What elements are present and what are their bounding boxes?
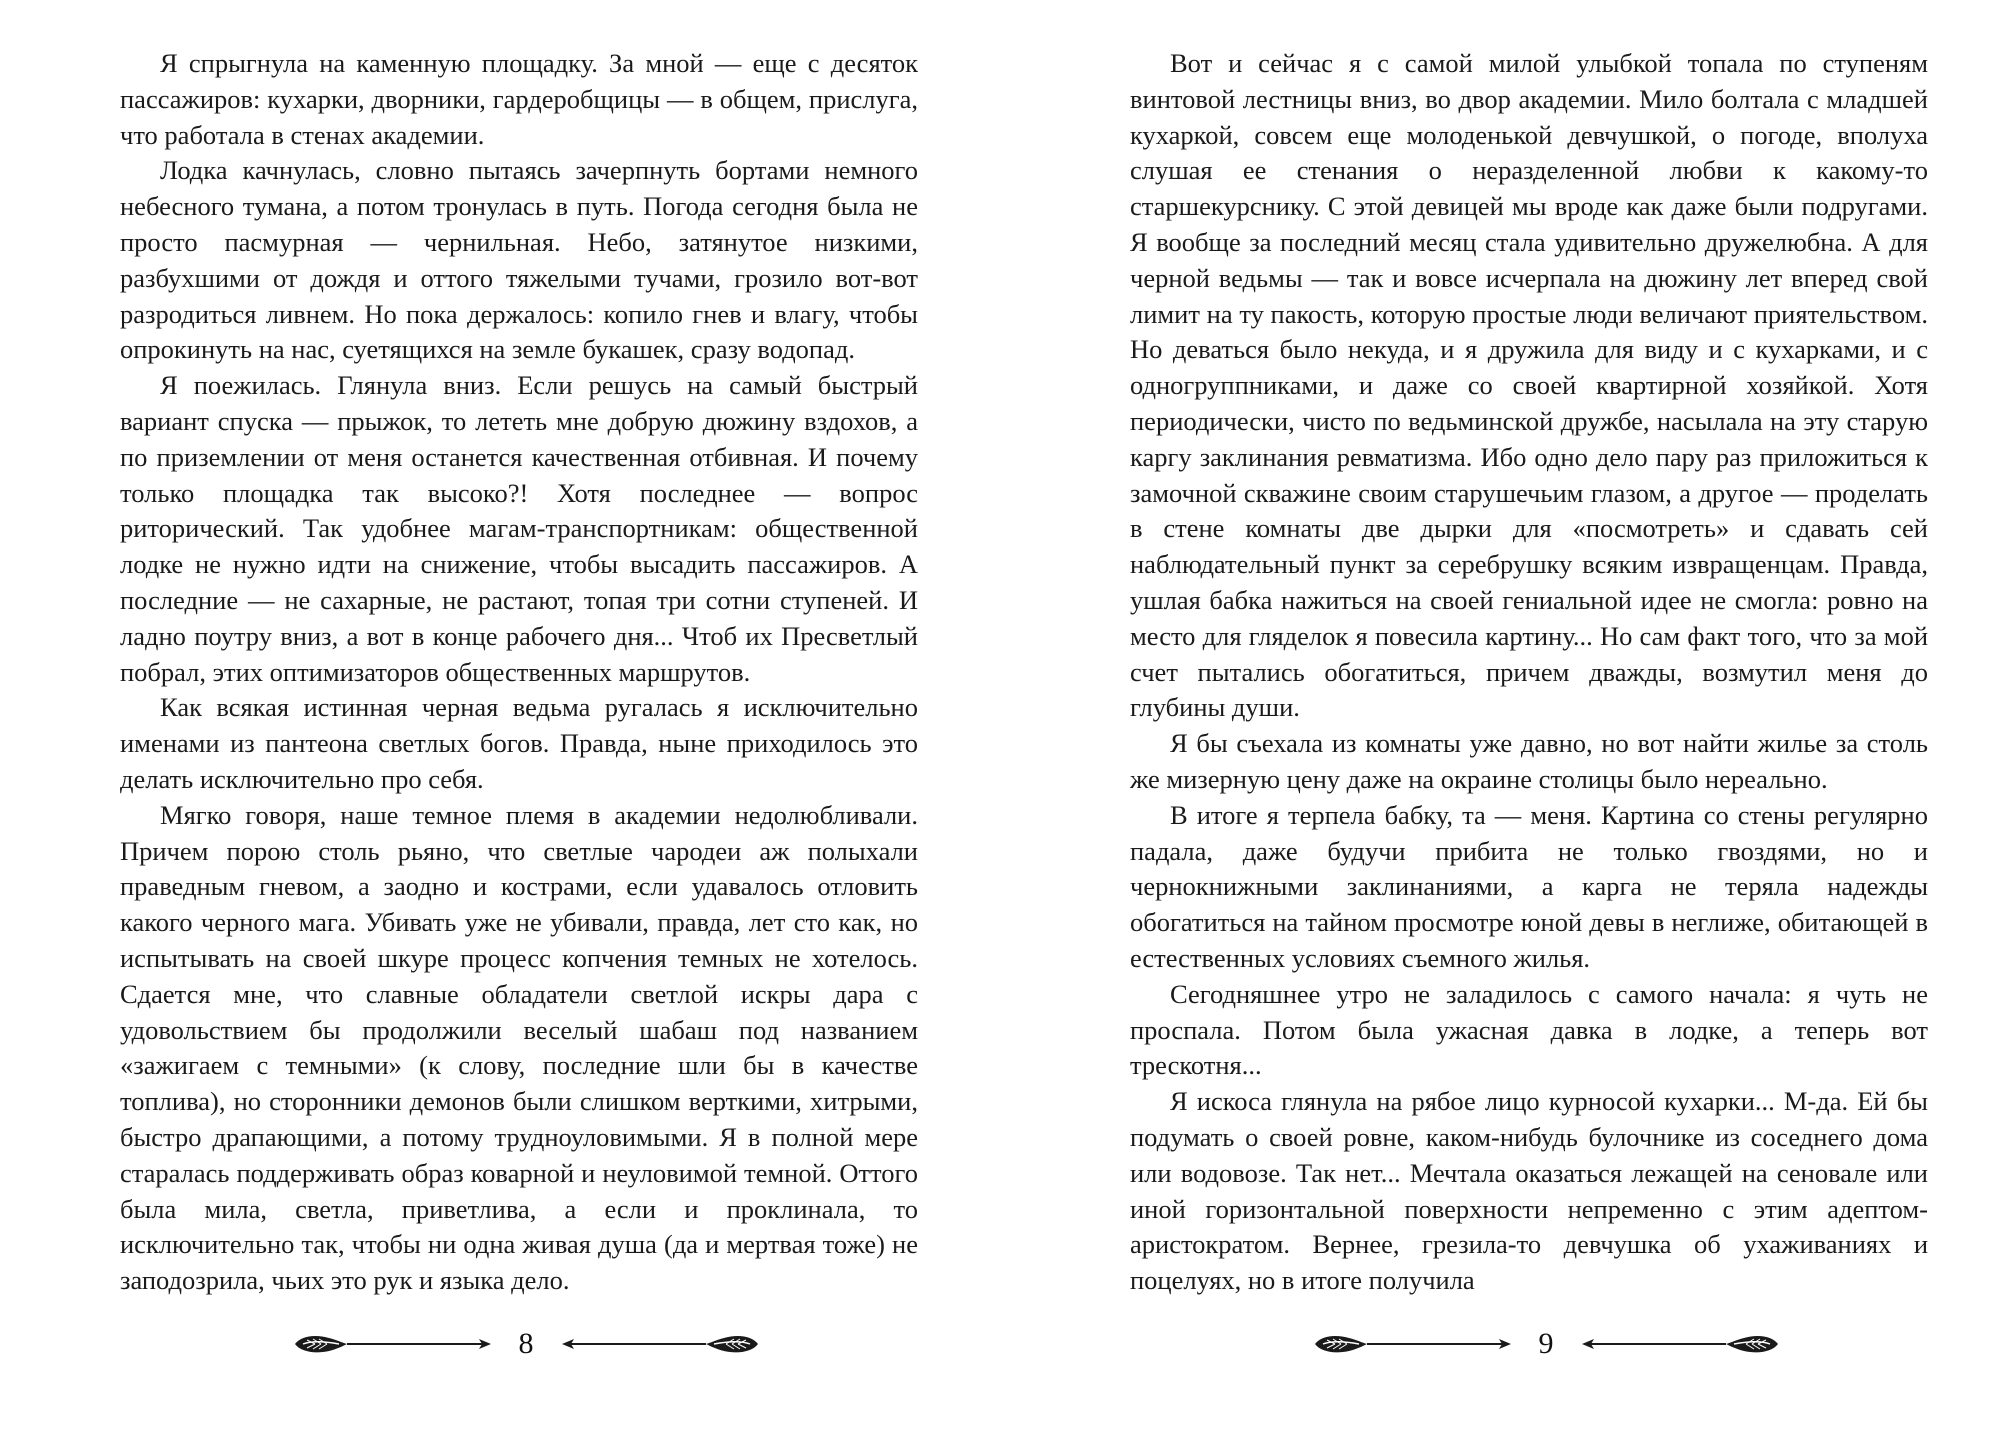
paragraph: Вот и сейчас я с самой милой улыбкой топала по ступеням винтовой лестницы вниз, во двор академии. Мило болтала с младшей кухаркой, совсем еще молоденькой девчушкой, о погоде, вполуха слушая ее стенания о неразделенной любви к какому-то старшекурснику. С этой девицей мы вроде как даже были подругами. Я вообще за последний месяц стала удивительно дружелюбна. А для черной ведьмы — так и вовсе исчерпала на дюжину лет вперед свой лимит на ту пакость, которую простые люди величают приятельством. Но деваться было некуда, и я дружила для виду и с кухарками, и с одногруппниками, и даже со своей квартирной хозяйкой. Хотя периодически, чисто по ведьминской дружбе, насылала на эту старую каргу заклинания ревматизма. Ибо одно дело пару раз приложиться к замочной скважине своим старушечьим глазом, а другое — проделать в стене комнаты две дырки для «посмотреть» и сдавать сей наблюдательный пункт за серебрушку всяким извращенцам. Правда, ушлая бабка нажиться на своей гениальной идее не смогла: ровно на место для гляделок я повесила картину... Но сам факт того, что за мой счет пытались обогатиться, причем дважды, возмутил меня до глубины души. (1130, 48, 1928, 723)
paragraph: Сегодняшнее утро не заладилось с самого начала: я чуть не проспала. Потом была ужасная давка в лодке, а теперь вот трескотня... (1130, 978, 1928, 1081)
left-page (120, 46, 918, 1299)
paragraph: Я искоса глянула на рябое лицо курносой кухарки... М-да. Ей бы подумать о своей ровне, каком-нибудь булочнике из соседнего дома или водовозе. Так нет... Мечтала оказаться лежащей на сеновале или иной горизонтальной поверхности непременно с этим адептом-аристократом. Вернее, грезила-то девчушка об ухаживаниях и поцелуях, но в итоге получила (1130, 1086, 1928, 1296)
page-number: 9 (1538, 1327, 1554, 1360)
feather-arrow-left-icon (560, 1332, 760, 1356)
right-folio (1276, 1322, 1816, 1366)
left-page-text (120, 46, 918, 1299)
left-folio (256, 1322, 796, 1366)
paragraph: Я бы съехала из комнаты уже давно, но вот найти жилье за столь же мизерную цену даже на окраине столицы было нереально. (1130, 728, 1928, 794)
page-number: 8 (518, 1327, 534, 1360)
feather-arrow-right-icon (293, 1332, 493, 1356)
paragraph: Я спрыгнула на каменную площадку. За мной — еще с десяток пассажиров: кухарки, дворники, гардеробщицы — в общем, прислуга, что работала в стенах академии. (120, 48, 918, 150)
paragraph: Мягко говоря, наше темное племя в академии недолюбливали. Причем порою столь рьяно, что светлые чародеи аж полыхали праведным гневом, а заодно и кострами, если удавалось отловить какого черного мага. Убивать уже не убивали, правда, лет сто как, но испытывать на своей шкуре процесс копчения темных не хотелось. Сдается мне, что славные обладатели светлой искры дара с удовольствием бы продолжили веселый шабаш под названием «зажигаем с темными» (к слову, последние шли бы в качестве топлива), но сторонники демонов были слишком верткими, хитрыми, быстро драпающими, а потому трудноуловимыми. Я в полной мере старалась поддерживать образ коварной и неуловимой темной. Оттого была мила, светла, приветлива, а если и проклинала, то исключительно так, чтобы ни одна живая душа (да и мертвая тоже) не заподозрила, чьих это рук и языка дело. (120, 799, 918, 1296)
paragraph: Лодка качнулась, словно пытаясь зачерпнуть бортами немного небесного тумана, а потом тронулась в путь. Погода сегодня была не просто пасмурная — чернильная. Небо, затянутое низкими, разбухшими от дождя и оттого тяжелыми тучами, грозило вот-вот разродиться ливнем. Но пока держалось: копило гнев и влагу, чтобы опрокинуть на нас, суетящихся на земле букашек, сразу водопад. (120, 155, 918, 365)
paragraph: Как всякая истинная черная ведьма ругалась я исключительно именами из пантеона светлых богов. Правда, ныне приходилось это делать исключительно про себя. (120, 692, 918, 794)
right-page-text (1130, 46, 1928, 1299)
paragraph: В итоге я терпела бабку, та — меня. Картина со стены регулярно падала, даже будучи прибита не только гвоздями, но и чернокнижными заклинаниями, а карга не теряла надежды обогатиться на тайном просмотре юной девы в неглиже, обитающей в естественных условиях съемного жилья. (1130, 799, 1928, 973)
feather-arrow-left-icon (1580, 1332, 1780, 1356)
right-page (1130, 46, 1928, 1299)
feather-arrow-right-icon (1313, 1332, 1513, 1356)
paragraph: Я поежилась. Глянула вниз. Если решусь на самый быстрый вариант спуска — прыжок, то лететь мне добрую дюжину вздохов, а по приземлении от меня останется качественная отбивная. И почему только площадка так высоко?! Хотя последнее — вопрос риторический. Так удобнее магам-транспортникам: общественной лодке не нужно идти на снижение, чтобы высадить пассажиров. А последние — не сахарные, не растают, топая три сотни ступеней. И ладно поутру вниз, а вот в конце рабочего дня... Чтоб их Пресветлый побрал, этих оптимизаторов общественных маршрутов. (120, 370, 918, 687)
